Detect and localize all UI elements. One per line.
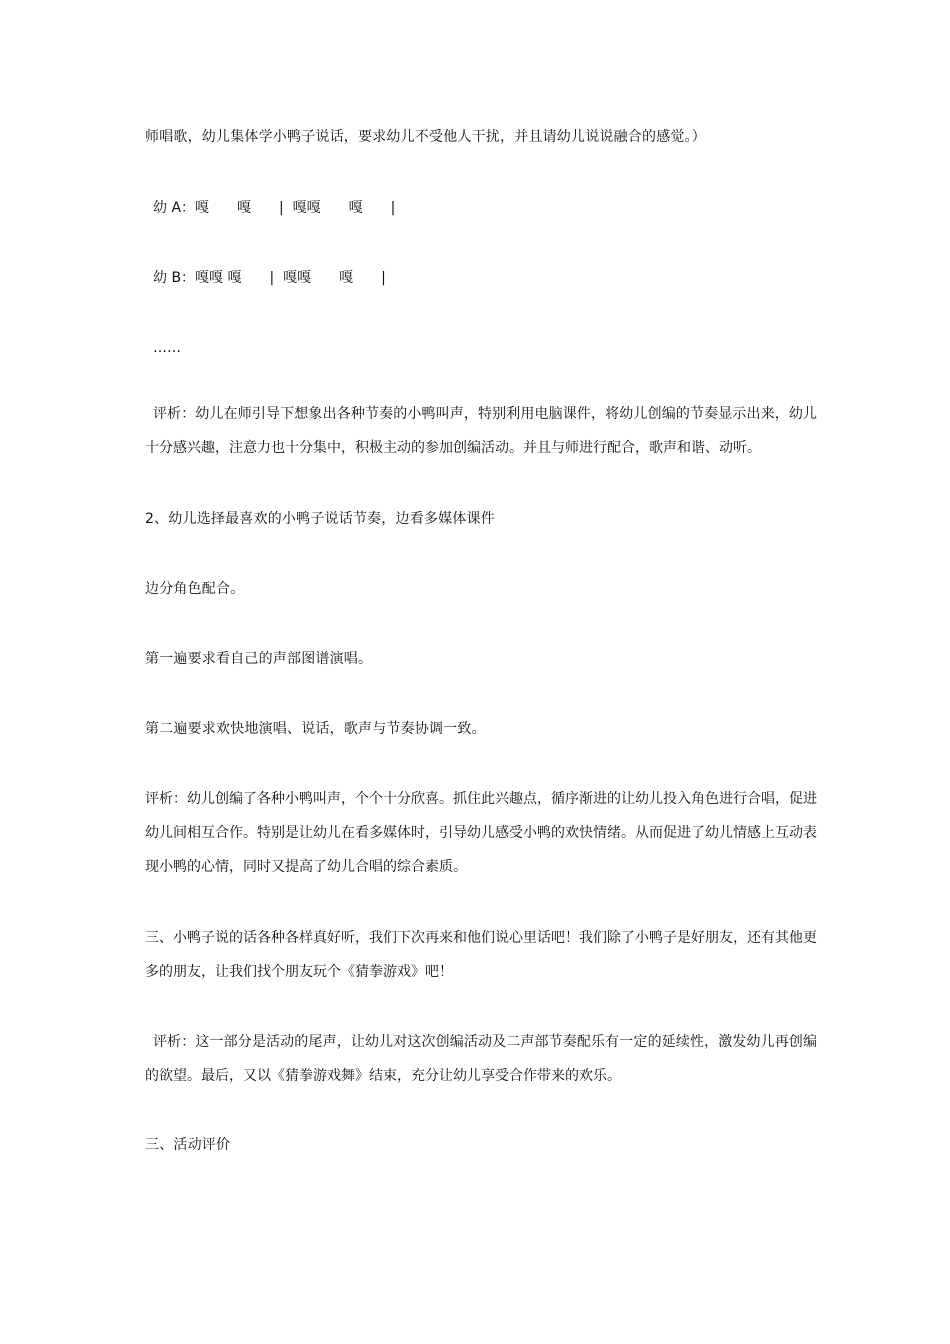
first-pass-requirement: 第一遍要求看自己的声部图谱演唱。 <box>145 651 373 667</box>
evaluation-2: 评析：幼儿创编了各种小鸭叫声，个个十分欣喜。抓住此兴趣点，循序渐进的让幼儿投入角色进行合唱，促进幼儿间相互合作。特别是让幼儿在看多媒体时，引导幼儿感受小鸭的欢快情绪。从而促进了幼儿情感上互动表现小鸭的心情，同时又提高了幼儿合唱的综合素质。 <box>145 791 817 875</box>
step-2-heading: 2、幼儿选择最喜欢的小鸭子说话节奏，边看多媒体课件 <box>145 511 495 527</box>
evaluation-1: 评析：幼儿在师引导下想象出各种节奏的小鸭叫声，特别利用电脑课件，将幼儿创编的节奏显示出来，幼儿十分感兴趣，注意力也十分集中，积极主动的参加创编活动。并且与师进行配合，歌声和谐、动听。 <box>145 406 817 456</box>
part-3-paragraph: 三、小鸭子说的话各种各样真好听，我们下次再来和他们说心里话吧！我们除了小鸭子是好朋友，还有其他更多的朋友，让我们找个朋友玩个《猜拳游戏》吧！ <box>145 930 817 980</box>
ellipsis: …… <box>153 340 181 356</box>
second-pass-requirement: 第二遍要求欢快地演唱、说话，歌声与节奏协调一致。 <box>145 721 486 737</box>
evaluation-3: 评析：这一部分是活动的尾声，让幼儿对这次创编活动及二声部节奏配乐有一定的延续性，激发幼儿再创编的欲望。最后，又以《猜拳游戏舞》结束，充分让幼儿享受合作带来的欢乐。 <box>145 1034 817 1084</box>
step-2-continuation: 边分角色配合。 <box>145 581 245 597</box>
section-3-heading: 三、活动评价 <box>145 1137 231 1153</box>
intro-line: 师唱歌，幼儿集体学小鸭子说话，要求幼儿不受他人干扰，并且请幼儿说说融合的感觉。） <box>145 129 706 145</box>
rhythm-child-a: 幼 A：嘎 嘎 | 嘎嘎 嘎 | <box>153 200 396 216</box>
rhythm-child-b: 幼 B：嘎嘎 嘎 | 嘎嘎 嘎 | <box>153 270 386 286</box>
